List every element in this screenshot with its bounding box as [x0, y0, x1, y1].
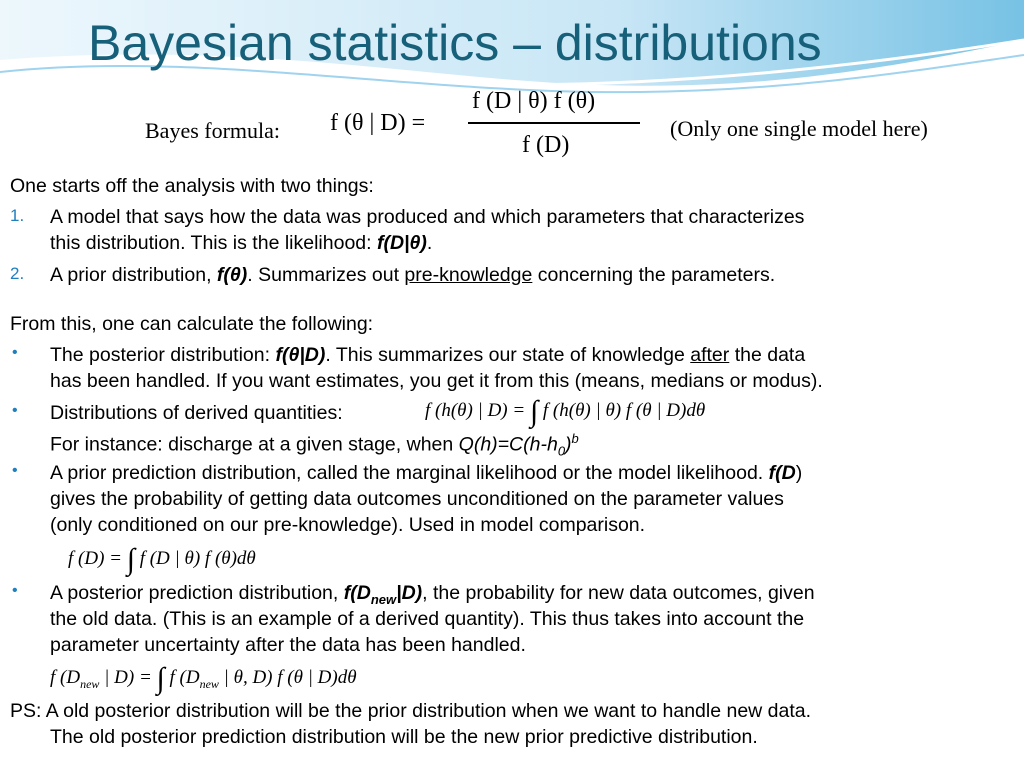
list-number-2: 2. [10, 264, 25, 283]
numbered-item-2: A prior distribution, f(θ). Summarizes out pre-knowledge concerning the parameters. [50, 264, 776, 286]
derived-quantity-equation: f (h(θ) | D) = ∫ f (h(θ) | θ) f (θ | D)dθ [425, 395, 706, 428]
ps-line2: The old posterior prediction distribution will be the new prior predictive distribution. [50, 726, 758, 748]
bullet-4-line2: the old data. (This is an example of a derived quantity). This thus takes into account the [50, 608, 805, 630]
bullet-3-line3: (only conditioned on our pre-knowledge). Used in model comparison. [50, 514, 646, 536]
bullet-4: • [12, 582, 18, 599]
bullet-1: • [12, 344, 18, 361]
bullet-1-line2: has been handled. If you want estimates, you get it from this (means, medians or modus). [50, 370, 823, 392]
list-number-1: 1. [10, 206, 25, 225]
bullet-2-line2: For instance: discharge at a given stage, when $Q(h)=C(h-h_0)^b$ [50, 431, 579, 459]
bayes-formula-label: Bayes formula: [145, 118, 281, 143]
bayes-formula-lhs: f (θ | D) = [330, 110, 426, 136]
bullet-4-line1: A posterior prediction distribution, $f(D_{new}|D)$, the probability for new data outcomes, given [50, 582, 815, 607]
intro-text: One starts off the analysis with two things: [10, 175, 374, 197]
bullet-1-line1: The posterior distribution: f(θ|D). This summarizes our state of knowledge after the data [50, 344, 806, 366]
bayes-formula-denominator: f (D) [522, 132, 570, 158]
bayes-formula-numerator: f (D | θ) f (θ) [472, 88, 596, 114]
fraction-bar [468, 122, 640, 124]
marginal-likelihood-equation: f (D) = ∫ f (D | θ) f (θ)dθ [68, 543, 256, 576]
bullet-4-line3: parameter uncertainty after the data has been handled. [50, 634, 526, 656]
bullet-3: • [12, 462, 18, 479]
bullet-2: • [12, 402, 18, 419]
ps-line1: PS: A old posterior distribution will be the prior distribution when we want to handle new data. [10, 700, 812, 722]
intro2-text: From this, one can calculate the following: [10, 313, 374, 335]
posterior-predictive-equation: f ($D_{new}$ | D) = ∫ f ($D_{new}$ | θ, D) f (θ | D)dθ [50, 662, 357, 695]
slide-title: Bayesian statistics – distributions [88, 15, 822, 71]
bullet-3-line1: A prior prediction distribution, called the marginal likelihood or the model likelihood. f(D) [50, 462, 803, 484]
single-model-note: (Only one single model here) [670, 116, 928, 141]
numbered-item-1-line1: A model that says how the data was produced and which parameters that characterizes [50, 206, 805, 228]
numbered-item-1-line2: this distribution. This is the likelihood: f(D|θ). [50, 232, 433, 254]
bullet-2-line1: Distributions of derived quantities: [50, 402, 343, 424]
bullet-3-line2: gives the probability of getting data outcomes unconditioned on the parameter values [50, 488, 784, 510]
